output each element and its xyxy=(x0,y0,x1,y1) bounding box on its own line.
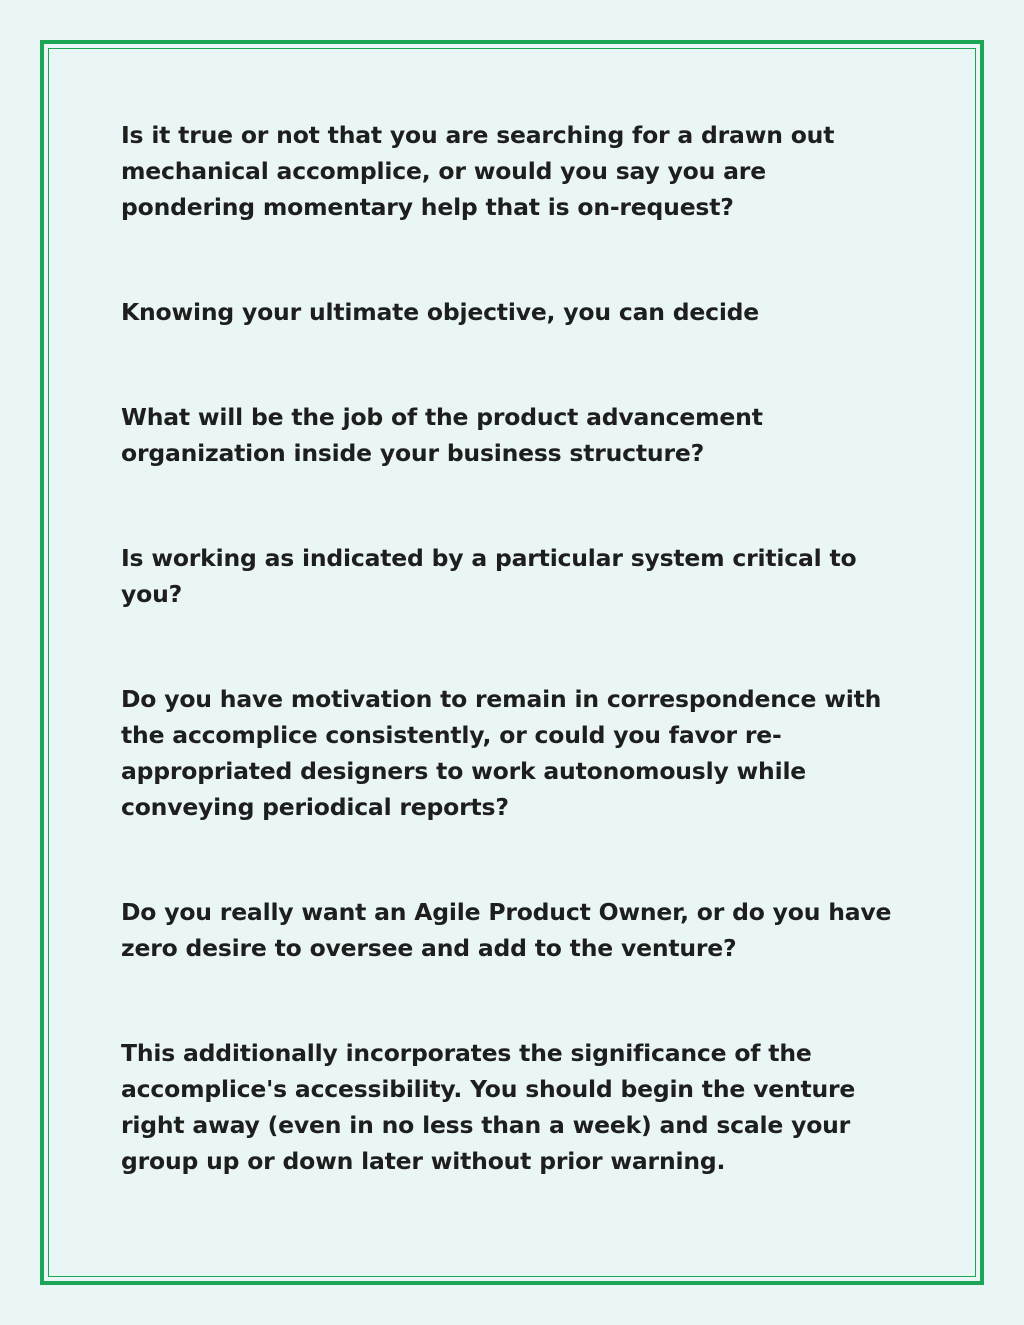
document-body xyxy=(121,117,901,1179)
paragraph-accomplice-accessibility: This additionally incorporates the significance of the accomplice's accessibility. You should begin the venture right away (even in no less than a week) and scale your group up or down later without prior warning. xyxy=(121,1039,856,1175)
paragraph-ultimate-objective: Knowing your ultimate objective, you can decide xyxy=(121,298,760,326)
paragraph-development-organization-role: What will be the job of the product advancement organization inside your business structure? xyxy=(121,403,763,467)
paragraph-correspondence-motivation: Do you have motivation to remain in correspondence with the accomplice consistently, or could you favor re- appropriated designers to work autonomously while conveying periodical reports? xyxy=(121,685,882,821)
paragraph-particular-system: Is working as indicated by a particular system critical to you? xyxy=(121,544,857,608)
paragraph-long-term-partner-question: Is it true or not that you are searching for a drawn out mechanical accomplice, or would you say you are pondering momentary help that is on-request? xyxy=(121,121,835,221)
paragraph-agile-product-owner: Do you really want an Agile Product Owner, or do you have zero desire to oversee and add to the venture? xyxy=(121,898,892,962)
